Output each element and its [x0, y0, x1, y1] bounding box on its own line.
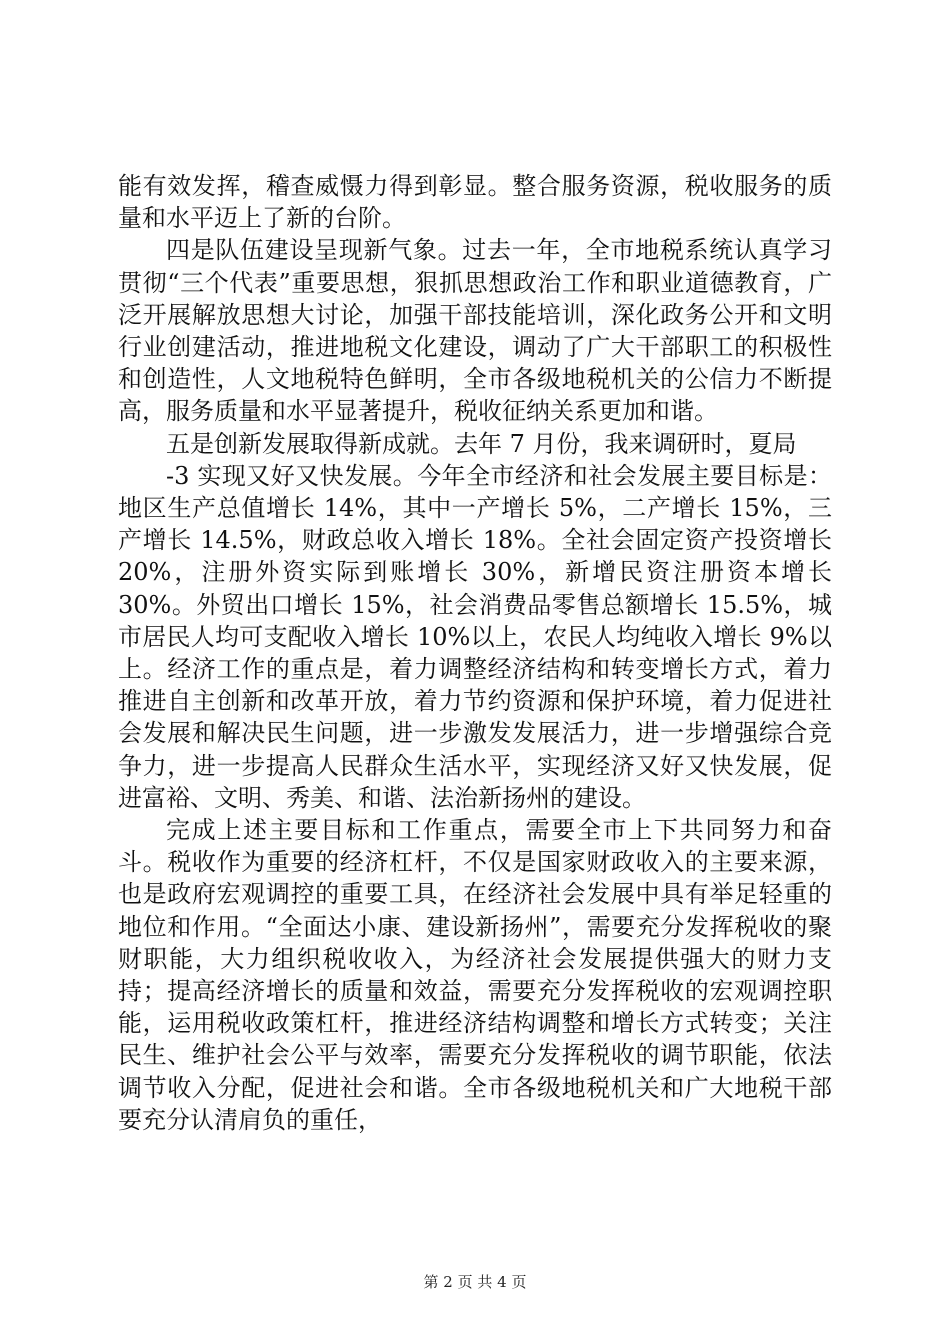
paragraph-2: 四是队伍建设呈现新气象。过去一年，全市地税系统认真学习贯彻“三个代表”重要思想，狠抓思想政治工作和职业道德教育，广泛开展解放思想大讨论，加强干部技能培训，深化政务公开和文明行业创建活动，推进地税文化建设，调动了广大干部职工的积极性和创造性，人文地税特色鲜明，全市各级地税机关的公信力不断提高，服务质量和水平显著提升，税收征纳关系更加和谐。	[118, 236, 832, 426]
paragraph-1: 能有效发挥，稽查威慑力得到彰显。整合服务资源，税收服务的质量和水平迈上了新的台阶。	[118, 172, 832, 233]
page-number-footer: 第 2 页 共 4 页	[423, 1273, 527, 1291]
document-body	[118, 170, 832, 1136]
paragraph-5: 完成上述主要目标和工作重点，需要全市上下共同努力和奋斗。税收作为重要的经济杠杆，不仅是国家财政收入的主要来源，也是政府宏观调控的重要工具，在经济社会发展中具有举足轻重的地位和作用。“全面达小康、建设新扬州”，需要充分发挥税收的聚财职能，大力组织税收收入，为经济社会发展提供强大的财力支持；提高经济增长的质量和效益，需要充分发挥税收的宏观调控职能，运用税收政策杠杆，推进经济结构调整和增长方式转变；关注民生、维护社会公平与效率，需要充分发挥税收的调节职能，依法调节收入分配，促进社会和谐。全市各级地税机关和广大地税干部要充分认清肩负的重任，	[118, 816, 832, 1134]
paragraph-3: 五是创新发展取得新成就。去年 7 月份，我来调研时，夏局	[166, 429, 797, 458]
paragraph-4: -3 实现又好又快发展。今年全市经济和社会发展主要目标是：地区生产总值增长 14%，其中一产增长 5%，二产增长 15%，三产增长 14.5%，财政总收入增长 18%。全社会固定资产投资增长 20%，注册外资实际到账增长 30%，新增民资注册资本增长 30%。外贸出口增长 15%，社会消费品零售总额增长 15.5%，城市居民人均可支配收入增长 10%以上，农民人均纯收入增长 9%以上。经济工作的重点是，着力调整经济结构和转变增长方式，着力推进自主创新和改革开放，着力节约资源和保护环境，着力促进社会发展和解决民生问题，进一步激发发展活力，进一步增强综合竞争力，进一步提高人民群众生活水平，实现经济又好又快发展，促进富裕、文明、秀美、和谐、法治新扬州的建设。	[118, 461, 832, 812]
